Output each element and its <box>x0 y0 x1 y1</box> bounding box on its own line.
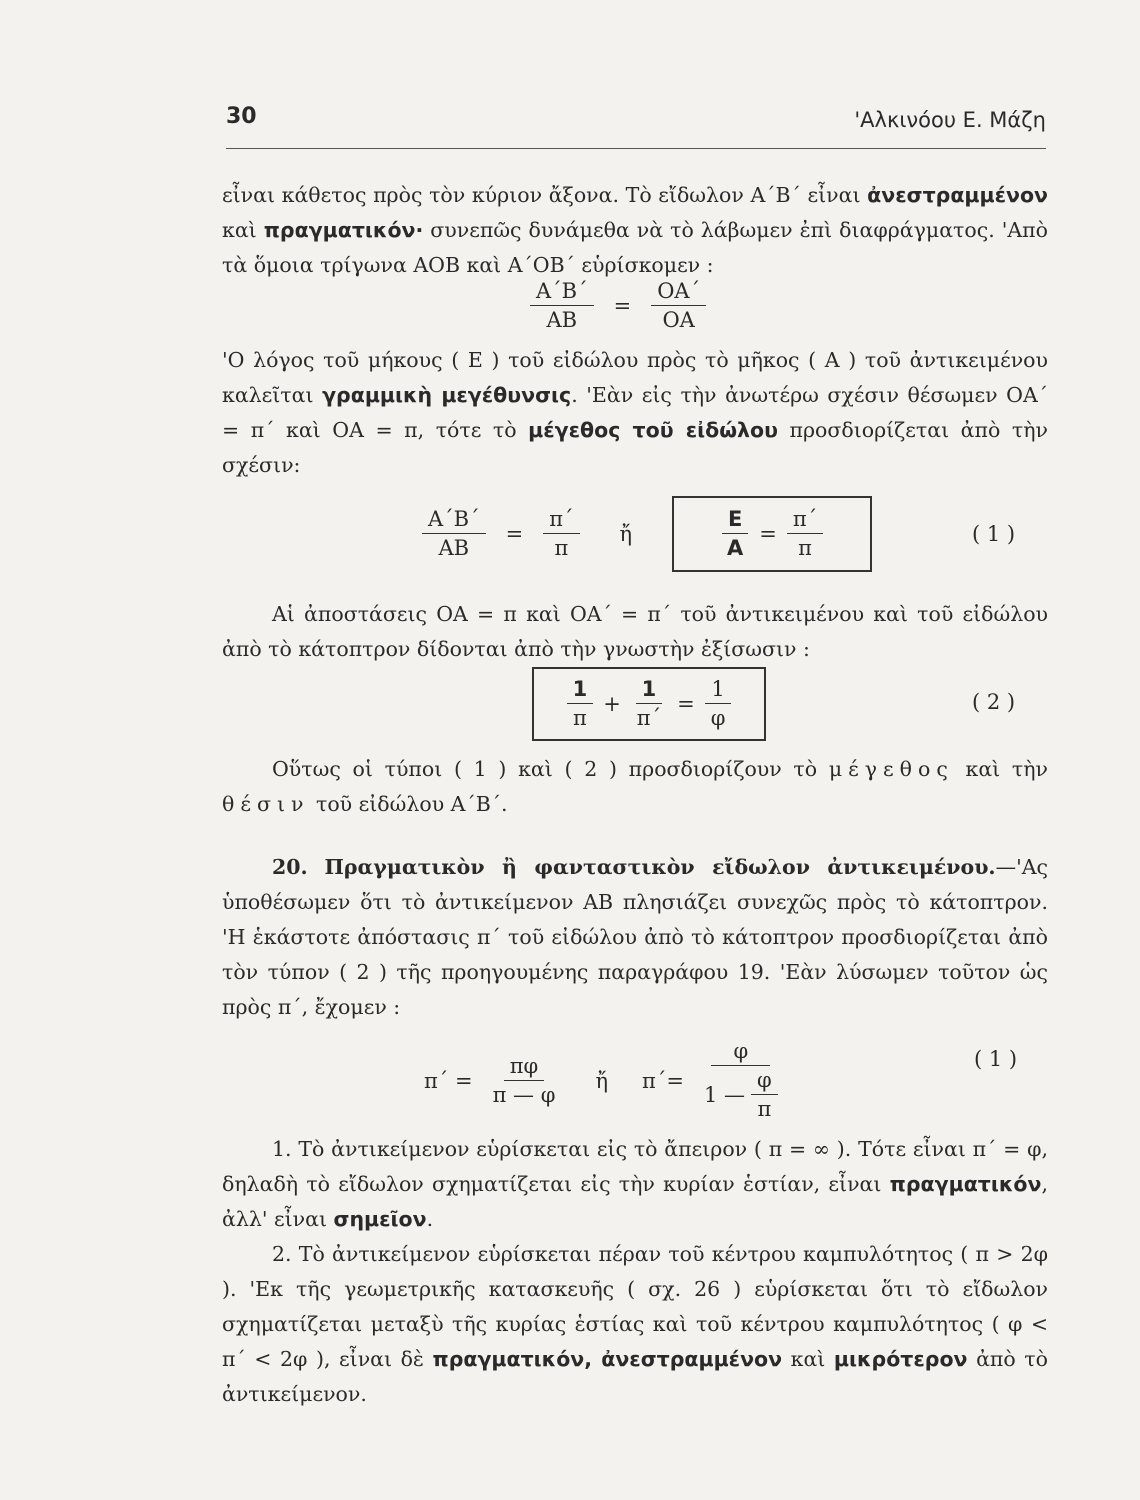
fraction: $\frac{\varphi}{\pi}$ <box>751 1069 778 1121</box>
fraction: $\frac{1}{\varphi}$ <box>705 678 732 730</box>
equation-3: π΄ = $\frac{\pi\varphi}{\pi — \varphi}$ ἤ π΄= φ 1 — $\frac{\varphi}{\pi}$ <box>424 1040 784 1121</box>
fraction: $\frac{A΄B΄}{AB}$ <box>422 508 486 560</box>
fraction: $\frac{1}{\pi}$ <box>567 678 594 730</box>
page-header <box>226 104 1046 149</box>
section-number: 20. <box>272 855 308 879</box>
boxed-formula-1: $\frac{E}{A}$ = $\frac{\pi΄}{\pi}$ <box>672 496 872 572</box>
paragraph-3: Αἱ ἀποστάσεις ΟΑ = π καὶ ΟΑ΄ = π΄ τοῦ ἀντικειμένου καὶ τοῦ εἰδώλου ἀπὸ τὸ κάτοπτρον δίδονται ἀπὸ τὴν γνωστὴν ἐξίσωσιν : <box>222 602 1048 661</box>
item-1: 1. Τὸ ἀντικείμενον εὑρίσκεται εἰς τὸ ἄπειρον ( π = ∞ ). Τότε εἶναι π΄ = φ, δηλαδὴ τὸ εἴδωλον σχηματίζεται εἰς τὴν κυρίαν ἑστίαν, εἶναι πραγματικόν, ἀλλ' εἶναι σημεῖον. <box>222 1137 1048 1231</box>
section-title: Πραγματικὸν ἢ φανταστικὸν εἴδωλον ἀντικειμένου. <box>324 855 996 879</box>
equation-ratio: $\frac{A΄B΄}{AB}$ = $\frac{OA΄}{OA}$ <box>530 280 706 332</box>
equation-tag-3: ( 1 ) <box>974 1047 1018 1071</box>
running-title: 'Αλκινόου Ε. Μάζη <box>854 108 1046 132</box>
fraction: φ 1 — $\frac{\varphi}{\pi}$ <box>698 1040 784 1121</box>
boxed-formula-2: $\frac{1}{\pi}$ + $\frac{1}{\pi΄}$ = $\frac{1}{\varphi}$ <box>532 667 766 741</box>
fraction: $\frac{1}{\pi΄}$ <box>636 676 662 730</box>
equation-1: $\frac{A΄B΄}{AB}$ = $\frac{\pi΄}{\pi}$ ἤ $\frac{E}{A}$ = $\frac{\pi΄}{\pi}$ <box>422 496 872 572</box>
fraction: $\frac{\pi\varphi}{\pi — \varphi}$ <box>492 1053 556 1107</box>
paragraph-2: 'Ο λόγος τοῦ μήκους ( Ε ) τοῦ εἰδώλου πρὸς τὸ μῆκος ( Α ) τοῦ ἀντικειμένου καλεῖται γραμμικὴ μεγέθυνσις. 'Εὰν εἰς τὴν ἀνωτέρω σχέσιν θέσωμεν ΟΑ΄ = π΄ καὶ ΟΑ = π, τότε τὸ μέγεθος τοῦ εἰδώλου προσδιορίζεται ἀπὸ τὴν σχέσιν: <box>222 348 1048 477</box>
fraction: $\frac{\pi΄}{\pi}$ <box>787 508 823 560</box>
paragraph-4: Οὕτως οἱ τύποι ( 1 ) καὶ ( 2 ) προσδιορίζουν τὸ μέγεθος καὶ τὴν θέσιν τοῦ εἰδώλου Α΄Β΄. <box>222 757 1049 816</box>
item-2: 2. Τὸ ἀντικείμενον εὑρίσκεται πέραν τοῦ κέντρου καμπυλότητος ( π > 2φ ). 'Εκ τῆς γεωμετρικῆς κατασκευῆς ( σχ. 26 ) εὑρίσκεται ὅτι τὸ εἴδωλον σχηματίζεται μεταξὺ τῆς κυρίας ἑστίας καὶ τοῦ κέντρου καμπυλότητος ( φ < π΄ < 2φ ), εἶναι δὲ πραγματικόν, ἀνεστραμμένον καὶ μικρότερον ἀπὸ τὸ ἀντικείμενον. <box>222 1242 1048 1406</box>
section-20: 20. Πραγματικὸν ἢ φανταστικὸν εἴδωλον ἀντικειμένου.—'Ας ὑποθέσωμεν ὅτι τὸ ἀντικείμενον ΑΒ πλησιάζει συνεχῶς πρὸς τὸ κάτοπτρον. 'Η ἑκάστοτε ἀπόστασις π΄ τοῦ εἰδώλου ἀπὸ τὸ κάτοπτρον προσδιορίζεται ἀπὸ τὸν τύπον ( 2 ) τῆς προηγουμένης παραγράφου 19. 'Εὰν λύσωμεν τοῦτον ὡς πρὸς π΄, ἔχομεν : <box>222 855 1048 1019</box>
page-number: 30 <box>226 104 257 129</box>
fraction: $\frac{A΄B΄}{AB}$ <box>530 280 594 332</box>
fraction: $\frac{OA΄}{OA}$ <box>651 280 706 332</box>
equation-tag-2: ( 2 ) <box>972 690 1016 714</box>
equation-tag-1: ( 1 ) <box>972 522 1016 546</box>
paragraph-1: εἶναι κάθετος πρὸς τὸν κύριον ἄξονα. Τὸ εἴδωλον Α΄Β΄ εἶναι ἀνεστραμμένον καὶ πραγματικόν· συνεπῶς δυνάμεθα νὰ τὸ λάβωμεν ἐπὶ διαφράγματος. 'Απὸ τὰ ὅμοια τρίγωνα ΑΟΒ καὶ Α΄ΟΒ΄ εὑρίσκομεν : <box>222 183 1048 277</box>
fraction: $\frac{E}{A}$ <box>721 508 749 560</box>
fraction: $\frac{\pi΄}{\pi}$ <box>543 508 579 560</box>
